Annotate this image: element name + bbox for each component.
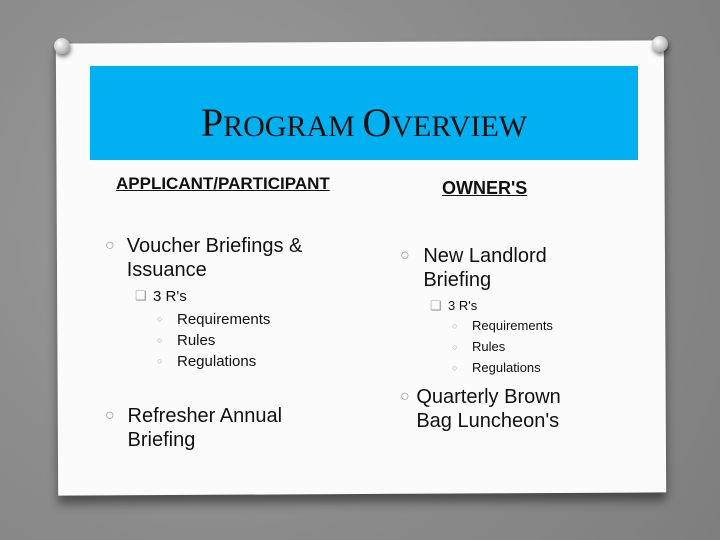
- circle-bullet-icon: ○: [452, 363, 458, 373]
- left-column: [105, 234, 345, 452]
- bullet-text: New Landlord Briefing: [423, 245, 547, 291]
- sub-bullet: 3 R's: [153, 288, 187, 305]
- circle-bullet-icon: ○: [400, 247, 410, 264]
- circle-bullet-icon: ○: [105, 407, 115, 424]
- sub-sub-bullet: Requirements: [177, 311, 271, 328]
- pushpin-icon: [652, 36, 668, 52]
- square-bullet-icon: ❑: [430, 298, 442, 313]
- sub-sub-bullet: Rules: [177, 332, 216, 349]
- sub-bullet: 3 R's: [448, 298, 478, 313]
- sub-sub-bullet: Requirements: [472, 318, 553, 333]
- circle-bullet-icon: ○: [105, 237, 115, 254]
- circle-bullet-icon: ○: [157, 335, 163, 345]
- applicant-header: APPLICANT/PARTICIPANT: [116, 174, 330, 193]
- bullet-text: Refresher Annual Briefing: [127, 405, 283, 451]
- title-banner: [90, 66, 638, 160]
- circle-bullet-icon: ○: [452, 321, 458, 331]
- square-bullet-icon: ❑: [135, 288, 147, 303]
- bullet-text: Voucher Briefings & Issuance: [126, 235, 303, 281]
- pushpin-icon: [54, 38, 70, 54]
- sub-sub-bullet: Regulations: [177, 353, 257, 370]
- right-column: [400, 244, 600, 433]
- bullet-text: Quarterly Brown Bag Luncheon's: [416, 386, 561, 432]
- circle-bullet-icon: ○: [452, 342, 458, 352]
- slide-title: PROGRAM OVERVIEW: [200, 99, 528, 145]
- circle-bullet-icon: ○: [400, 388, 410, 405]
- owner-header: OWNER'S: [442, 178, 528, 198]
- circle-bullet-icon: ○: [157, 356, 163, 366]
- sub-sub-bullet: Rules: [472, 339, 506, 354]
- sub-sub-bullet: Regulations: [472, 360, 541, 375]
- circle-bullet-icon: ○: [157, 314, 163, 324]
